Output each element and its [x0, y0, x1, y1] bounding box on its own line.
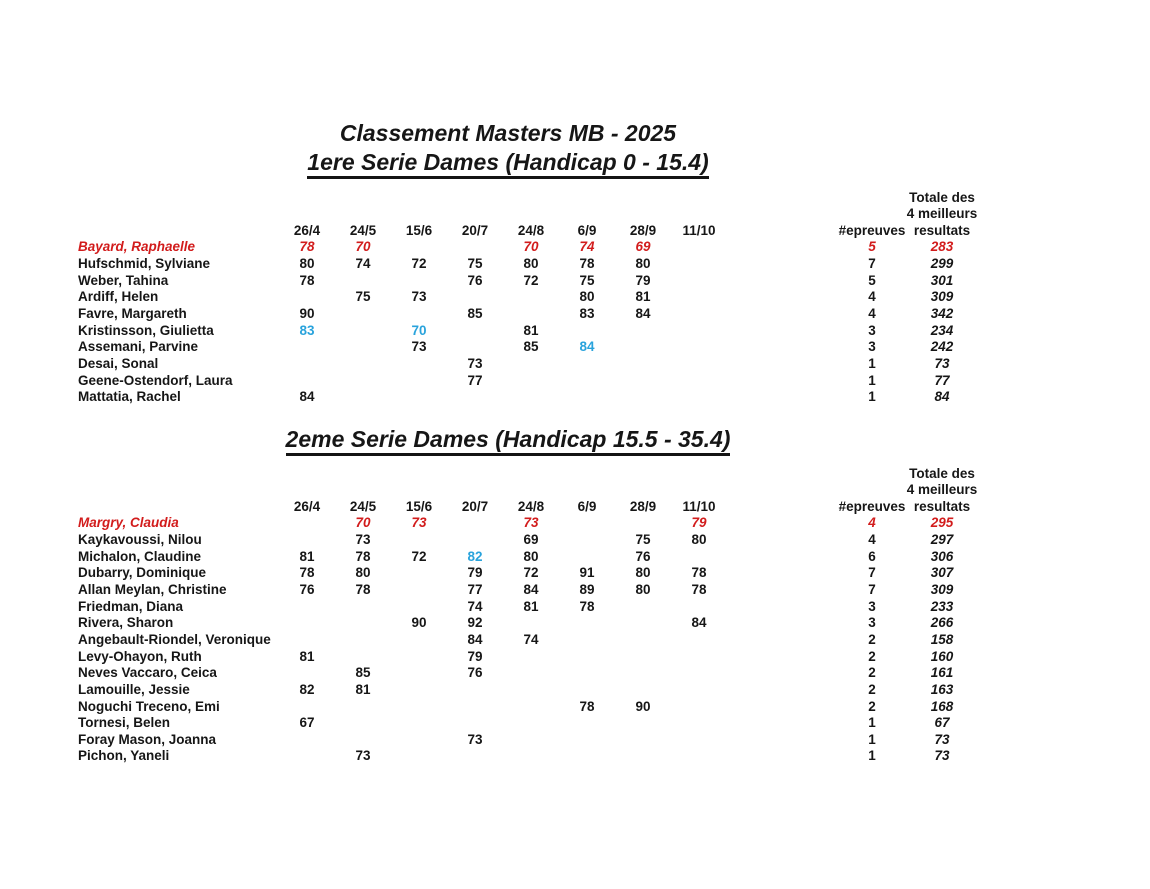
score-cell: 70 [523, 239, 539, 255]
date-header-15-6: 15/6 [405, 498, 433, 514]
score-cell: 82 [467, 548, 483, 564]
epreuves-cell: 3 [868, 615, 876, 631]
score-cell: 69 [523, 532, 539, 548]
epreuves-cell: 1 [868, 715, 876, 731]
score-cell: 74 [355, 256, 371, 272]
epreuves-cell: 5 [868, 272, 876, 288]
score-cell: 73 [411, 515, 427, 531]
score-cell: 91 [579, 565, 595, 581]
date-header-28-9: 28/9 [629, 222, 657, 238]
score-cell: 73 [355, 748, 371, 764]
score-cell: 80 [691, 532, 707, 548]
total-cell: 77 [934, 372, 950, 388]
score-cell: 73 [467, 355, 483, 371]
score-cell: 78 [579, 256, 595, 272]
score-cell: 90 [299, 306, 315, 322]
score-cell: 67 [299, 715, 315, 731]
score-cell: 78 [299, 272, 315, 288]
score-cell: 84 [691, 615, 707, 631]
score-cell: 82 [299, 681, 315, 697]
score-cell: 84 [523, 582, 539, 598]
score-cell: 80 [299, 256, 315, 272]
score-cell: 79 [467, 565, 483, 581]
player-name: Lamouille, Jessie [78, 681, 190, 697]
player-name: Angebault-Riondel, Veronique [78, 631, 271, 647]
epreuves-cell: 2 [868, 681, 876, 697]
score-cell: 74 [467, 598, 483, 614]
score-cell: 78 [691, 565, 707, 581]
player-name: Bayard, Raphaelle [78, 239, 196, 255]
player-name: Margry, Claudia [78, 515, 179, 531]
page-title: Classement Masters MB - 2025 [339, 120, 677, 146]
score-cell: 72 [411, 256, 427, 272]
player-name: Kristinsson, Giulietta [78, 322, 214, 338]
total-cell: 307 [930, 565, 954, 581]
player-name: Kaykavoussi, Nilou [78, 532, 202, 548]
player-name: Mattatia, Rachel [78, 389, 181, 405]
serie-2-title [78, 426, 938, 456]
date-header-11-10: 11/10 [682, 498, 716, 514]
date-header-26-4: 26/4 [293, 222, 321, 238]
date-header-20-7: 20/7 [461, 498, 489, 514]
player-name: Favre, Margareth [78, 306, 187, 322]
score-cell: 75 [579, 272, 595, 288]
player-name: Assemani, Parvine [78, 339, 199, 355]
date-header-6-9: 6/9 [577, 222, 597, 238]
epreuves-cell: 2 [868, 698, 876, 714]
score-cell: 84 [635, 306, 651, 322]
player-name: Weber, Tahina [78, 272, 169, 288]
player-name: Levy-Ohayon, Ruth [78, 648, 202, 664]
total-cell: 283 [930, 239, 954, 255]
score-cell: 78 [299, 239, 315, 255]
score-cell: 81 [523, 322, 539, 338]
serie-1-title-text: 1ere Serie Dames (Handicap 0 - 15.4) [307, 149, 708, 179]
date-header-24-8: 24/8 [517, 498, 545, 514]
total-cell: 84 [934, 389, 950, 405]
epreuves-cell: 3 [868, 598, 876, 614]
epreuves-cell: 1 [868, 389, 876, 405]
serie-2-table [78, 465, 979, 765]
player-name: Allan Meylan, Christine [78, 582, 227, 598]
epreuves-header: #epreuves [838, 222, 906, 238]
player-name: Hufschmid, Sylviane [78, 256, 211, 272]
total-cell: 168 [930, 698, 954, 714]
score-cell: 76 [635, 548, 651, 564]
score-cell: 90 [635, 698, 651, 714]
epreuves-cell: 1 [868, 731, 876, 747]
date-header-28-9: 28/9 [629, 498, 657, 514]
player-name: Foray Mason, Joanna [78, 731, 217, 747]
score-cell: 76 [467, 665, 483, 681]
serie-1-table [78, 189, 979, 405]
resultats-header: resultats [913, 222, 971, 238]
date-header-20-7: 20/7 [461, 222, 489, 238]
resultats-header: resultats [913, 498, 971, 514]
date-header-6-9: 6/9 [577, 498, 597, 514]
score-cell: 84 [579, 339, 595, 355]
score-cell: 78 [579, 598, 595, 614]
total-cell: 73 [934, 355, 950, 371]
score-cell: 78 [355, 582, 371, 598]
score-cell: 80 [355, 565, 371, 581]
total-cell: 309 [930, 289, 954, 305]
score-cell: 81 [523, 598, 539, 614]
player-name: Geene-Ostendorf, Laura [78, 372, 233, 388]
score-cell: 73 [411, 289, 427, 305]
score-cell: 70 [411, 322, 427, 338]
score-cell: 92 [467, 615, 483, 631]
score-cell: 89 [579, 582, 595, 598]
serie-1-title [78, 149, 938, 179]
total-cell: 306 [930, 548, 954, 564]
date-header-24-5: 24/5 [349, 498, 377, 514]
total-cell: 161 [930, 665, 954, 681]
score-cell: 85 [467, 306, 483, 322]
player-name: Ardiff, Helen [78, 289, 159, 305]
total-cell: 73 [934, 731, 950, 747]
total-cell: 342 [930, 306, 954, 322]
score-cell: 79 [467, 648, 483, 664]
player-name: Dubarry, Dominique [78, 565, 207, 581]
score-cell: 85 [355, 665, 371, 681]
score-cell: 81 [355, 681, 371, 697]
score-cell: 73 [355, 532, 371, 548]
player-name: Rivera, Sharon [78, 615, 174, 631]
epreuves-cell: 4 [868, 289, 876, 305]
epreuves-cell: 1 [868, 748, 876, 764]
score-cell: 83 [299, 322, 315, 338]
player-name: Noguchi Treceno, Emi [78, 698, 220, 714]
score-cell: 80 [635, 565, 651, 581]
date-header-24-5: 24/5 [349, 222, 377, 238]
score-cell: 80 [635, 256, 651, 272]
epreuves-cell: 4 [868, 306, 876, 322]
epreuves-header: #epreuves [838, 498, 906, 514]
total-header-line1: Totale des [909, 189, 975, 205]
epreuves-cell: 1 [868, 355, 876, 371]
epreuves-cell: 4 [868, 532, 876, 548]
score-cell: 76 [467, 272, 483, 288]
epreuves-cell: 7 [868, 582, 876, 598]
epreuves-cell: 2 [868, 631, 876, 647]
score-cell: 78 [579, 698, 595, 714]
score-cell: 74 [579, 239, 595, 255]
score-cell: 72 [411, 548, 427, 564]
total-cell: 163 [930, 681, 954, 697]
epreuves-cell: 2 [868, 648, 876, 664]
player-name: Pichon, Yaneli [78, 748, 170, 764]
total-cell: 158 [930, 631, 954, 647]
score-cell: 72 [523, 272, 539, 288]
score-cell: 75 [635, 532, 651, 548]
total-cell: 234 [930, 322, 954, 338]
player-name: Tornesi, Belen [78, 715, 171, 731]
date-header-11-10: 11/10 [682, 222, 716, 238]
epreuves-cell: 1 [868, 372, 876, 388]
serie-2-title-text: 2eme Serie Dames (Handicap 15.5 - 35.4) [286, 426, 731, 456]
score-cell: 78 [691, 582, 707, 598]
total-cell: 160 [930, 648, 954, 664]
score-cell: 77 [467, 582, 483, 598]
date-header-24-8: 24/8 [517, 222, 545, 238]
epreuves-cell: 6 [868, 548, 876, 564]
score-cell: 80 [579, 289, 595, 305]
epreuves-cell: 2 [868, 665, 876, 681]
epreuves-cell: 7 [868, 565, 876, 581]
player-name: Michalon, Claudine [78, 548, 202, 564]
total-cell: 295 [930, 515, 954, 531]
epreuves-cell: 3 [868, 322, 876, 338]
score-cell: 73 [523, 515, 539, 531]
total-header-line2: 4 meilleurs [906, 482, 978, 498]
score-cell: 75 [355, 289, 371, 305]
total-cell: 242 [930, 339, 954, 355]
score-cell: 80 [635, 582, 651, 598]
date-header-26-4: 26/4 [293, 498, 321, 514]
score-cell: 84 [467, 631, 483, 647]
score-cell: 80 [523, 548, 539, 564]
total-cell: 297 [930, 532, 954, 548]
total-cell: 301 [930, 272, 954, 288]
score-cell: 84 [299, 389, 315, 405]
score-cell: 74 [523, 631, 539, 647]
epreuves-cell: 7 [868, 256, 876, 272]
score-cell: 79 [691, 515, 707, 531]
score-cell: 78 [355, 548, 371, 564]
score-cell: 85 [523, 339, 539, 355]
epreuves-cell: 4 [868, 515, 876, 531]
epreuves-cell: 5 [868, 239, 876, 255]
score-cell: 81 [299, 648, 315, 664]
player-name: Neves Vaccaro, Ceica [78, 665, 217, 681]
score-cell: 73 [467, 731, 483, 747]
total-cell: 233 [930, 598, 954, 614]
total-header-line2: 4 meilleurs [906, 206, 978, 222]
score-cell: 70 [355, 239, 371, 255]
score-cell: 78 [299, 565, 315, 581]
score-cell: 90 [411, 615, 427, 631]
score-cell: 81 [299, 548, 315, 564]
total-cell: 266 [930, 615, 954, 631]
score-cell: 69 [635, 239, 651, 255]
score-cell: 76 [299, 582, 315, 598]
epreuves-cell: 3 [868, 339, 876, 355]
score-cell: 79 [635, 272, 651, 288]
total-cell: 73 [934, 748, 950, 764]
date-header-15-6: 15/6 [405, 222, 433, 238]
score-cell: 70 [355, 515, 371, 531]
total-cell: 67 [934, 715, 950, 731]
score-cell: 77 [467, 372, 483, 388]
score-cell: 83 [579, 306, 595, 322]
total-header-line1: Totale des [909, 465, 975, 481]
score-cell: 73 [411, 339, 427, 355]
player-name: Friedman, Diana [78, 598, 184, 614]
score-cell: 75 [467, 256, 483, 272]
score-cell: 81 [635, 289, 651, 305]
player-name: Desai, Sonal [78, 355, 159, 371]
score-cell: 80 [523, 256, 539, 272]
total-cell: 299 [930, 256, 954, 272]
score-cell: 72 [523, 565, 539, 581]
total-cell: 309 [930, 582, 954, 598]
